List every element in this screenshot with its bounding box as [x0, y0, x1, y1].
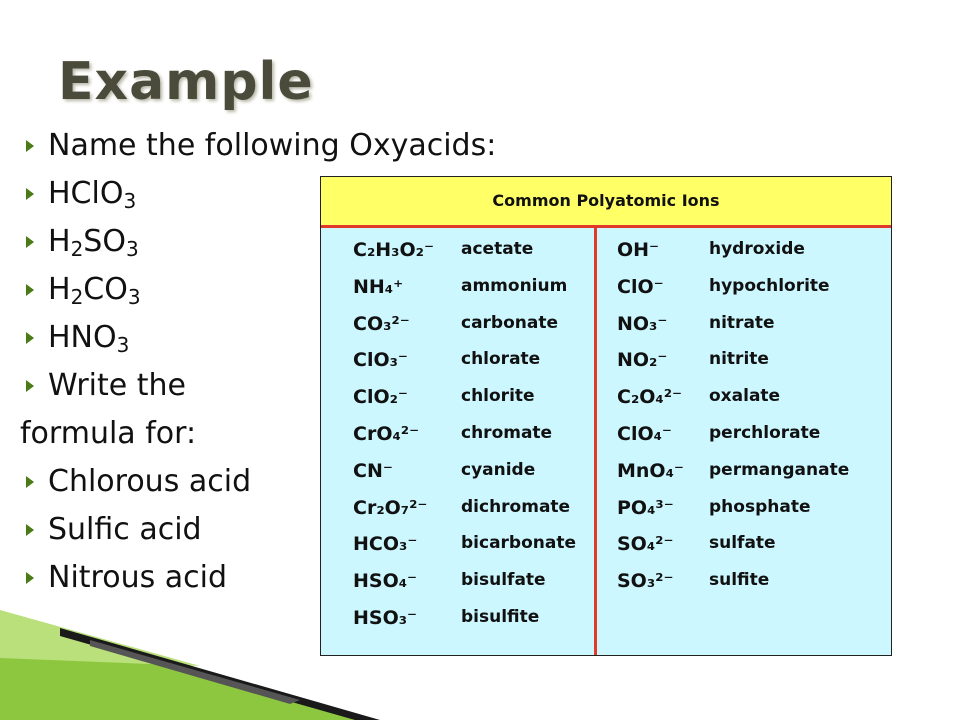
- ion-formula: PO₄³⁻: [617, 496, 674, 519]
- ion-formula: HSO₃⁻: [353, 606, 418, 629]
- ion-formula: SO₄²⁻: [617, 533, 674, 556]
- ion-name: nitrite: [709, 349, 769, 370]
- ion-formula: C₂O₄²⁻: [617, 386, 683, 409]
- bullet-item: [20, 410, 320, 458]
- subscript: 2: [70, 285, 84, 309]
- bullet-arrow-icon: [26, 332, 34, 344]
- ion-name: bisulfate: [461, 570, 546, 591]
- swoosh-light: [0, 610, 200, 666]
- ion-name: dichromate: [461, 496, 571, 517]
- bullet-item: [20, 266, 320, 314]
- bullet-text: H: [48, 272, 71, 307]
- bullet-text: Sulfic acid: [48, 512, 202, 547]
- ion-formula: HCO₃⁻: [353, 533, 418, 556]
- ion-formula: ClO₄⁻: [617, 422, 672, 445]
- subscript: 2: [70, 237, 84, 261]
- subscript: 3: [116, 333, 130, 357]
- ion-formula: CO₃²⁻: [353, 312, 410, 335]
- ion-formula: Cr₂O₇²⁻: [353, 496, 428, 519]
- ion-formula: OH⁻: [617, 239, 660, 261]
- ion-name: acetate: [461, 239, 534, 259]
- bullet-item: [20, 458, 320, 506]
- decorative-swoosh: [0, 600, 420, 720]
- slide-title: Example: [58, 52, 314, 112]
- bullet-arrow-icon: [26, 188, 34, 200]
- bullet-arrow-icon: [26, 284, 34, 296]
- bullet-text: Write the: [48, 368, 186, 403]
- ion-formula: CrO₄²⁻: [353, 422, 420, 445]
- column-divider: [594, 228, 597, 655]
- ion-name: perchlorate: [709, 422, 821, 443]
- ion-name: cyanide: [461, 459, 536, 480]
- bullet-arrow-icon: [26, 476, 34, 488]
- ion-name: carbonate: [461, 312, 559, 333]
- bullet-text: H: [48, 224, 71, 259]
- bullet-arrow-icon: [26, 524, 34, 536]
- bullet-text: Chlorous acid: [48, 464, 252, 499]
- bullet-item: [20, 554, 320, 602]
- bullet-text: HClO: [48, 176, 124, 211]
- ion-formula: SO₃²⁻: [617, 570, 674, 593]
- ion-name: nitrate: [709, 312, 775, 333]
- bullet-item: [20, 218, 320, 266]
- bullet-text: HNO: [48, 320, 117, 355]
- bullet-text: CO: [83, 272, 128, 307]
- ion-name: hypochlorite: [709, 275, 830, 296]
- ion-name: hydroxide: [709, 239, 805, 259]
- subscript: 3: [127, 285, 141, 309]
- ion-formula: MnO₄⁻: [617, 459, 684, 482]
- subscript: 3: [125, 237, 139, 261]
- bullet-text: SO: [83, 224, 126, 259]
- bullet-item: [20, 314, 320, 362]
- ion-name: bicarbonate: [461, 533, 577, 554]
- bullet-item: [20, 362, 320, 410]
- ion-name: chlorite: [461, 386, 535, 407]
- ion-formula: ClO₂⁻: [353, 386, 408, 409]
- bullet-item: [20, 506, 320, 554]
- bullet-arrow-icon: [26, 380, 34, 392]
- bullet-arrow-icon: [26, 572, 34, 584]
- ion-name: ammonium: [461, 275, 568, 296]
- bullet-arrow-icon: [26, 140, 34, 152]
- bullet-text: formula for:: [20, 416, 197, 451]
- bullet-item: [20, 122, 497, 170]
- bullet-item: [20, 170, 320, 218]
- ion-formula: NO₂⁻: [617, 349, 668, 372]
- ion-name: permanganate: [709, 459, 850, 480]
- polyatomic-ions-table: [320, 176, 892, 656]
- bullet-text: Nitrous acid: [48, 560, 228, 595]
- ion-name: sulfate: [709, 533, 776, 554]
- ion-formula: HSO₄⁻: [353, 570, 418, 593]
- table-title: Common Polyatomic Ions: [321, 177, 891, 228]
- ion-formula: ClO₃⁻: [353, 349, 408, 372]
- ion-name: bisulfite: [461, 606, 540, 627]
- ion-name: phosphate: [709, 496, 811, 517]
- ion-name: sulfite: [709, 570, 770, 591]
- subscript: 3: [123, 189, 137, 213]
- ion-formula: C₂H₃O₂⁻: [353, 239, 434, 261]
- ion-formula: CN⁻: [353, 459, 393, 482]
- bullet-arrow-icon: [26, 236, 34, 248]
- ion-formula: ClO⁻: [617, 275, 664, 298]
- ion-name: chromate: [461, 422, 553, 443]
- ion-name: chlorate: [461, 349, 541, 370]
- ion-formula: NH₄⁺: [353, 275, 404, 298]
- bullet-text: Name the following Oxyacids:: [48, 128, 497, 163]
- ion-name: oxalate: [709, 386, 781, 407]
- ion-formula: NO₃⁻: [617, 312, 668, 335]
